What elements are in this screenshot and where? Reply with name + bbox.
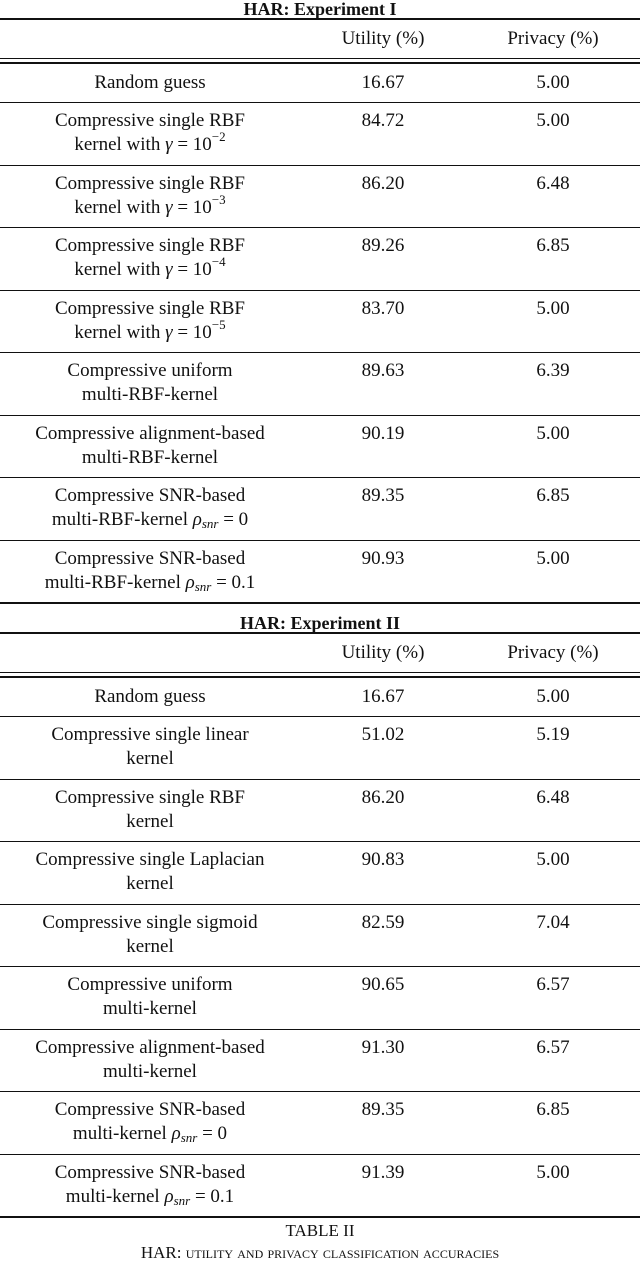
method-line [0, 422, 300, 446]
method-text: = 0.1 [190, 1185, 235, 1207]
math-script: snr [180, 1130, 198, 1145]
method-cell [0, 109, 300, 165]
method-cell [0, 484, 300, 540]
privacy-cell: 5.19 [536, 724, 570, 745]
privacy-cell: 5.00 [536, 1161, 570, 1183]
caption-prefix: HAR [140, 1243, 177, 1262]
method-line [0, 848, 300, 872]
method-text: ρ [185, 571, 195, 593]
method-text: Random guess [94, 72, 206, 93]
utility-cell: 86.20 [361, 172, 405, 194]
method-text: multi-kernel [103, 998, 197, 1019]
method-cell [0, 234, 300, 290]
header-utility: Utility (%) [341, 28, 425, 49]
method-line [0, 484, 300, 508]
privacy-cell: 6.85 [536, 485, 570, 506]
method-cell [0, 71, 300, 95]
method-line [0, 234, 300, 258]
method-cell [0, 1161, 300, 1217]
method-cell [0, 1098, 300, 1154]
table-row [0, 227, 640, 290]
method-line [0, 191, 300, 220]
privacy-cell: 6.85 [536, 235, 570, 256]
utility-cell: 89.26 [361, 235, 405, 256]
method-line [0, 685, 300, 709]
method-text: γ [165, 259, 173, 280]
math-script: snr [173, 1192, 191, 1208]
method-line [0, 547, 300, 571]
table-section [0, 0, 640, 602]
table-row [0, 904, 640, 967]
privacy-cell: 5.00 [536, 849, 570, 870]
privacy-cell: 6.39 [536, 360, 570, 381]
table-row [0, 415, 640, 478]
privacy-cell: 6.57 [536, 974, 570, 995]
method-text: multi-RBF-kernel [81, 446, 219, 468]
method-cell [0, 422, 300, 478]
math-script: −3 [211, 191, 226, 207]
method-line [0, 1161, 300, 1185]
utility-cell: 84.72 [361, 110, 405, 131]
method-cell [0, 685, 300, 709]
method-text: Compressive single RBF [54, 297, 245, 319]
method-cell [0, 1036, 300, 1092]
caption-rest: : utility and privacy classification accuracies [176, 1243, 500, 1262]
method-line [0, 935, 300, 959]
privacy-cell: 6.48 [536, 786, 570, 808]
method-cell [0, 911, 300, 967]
method-text: Compressive SNR-based [54, 1161, 246, 1183]
method-text: Compressive single sigmoid [42, 911, 258, 933]
utility-cell: 90.83 [361, 849, 405, 870]
utility-cell: 90.65 [361, 974, 405, 995]
table-row [0, 477, 640, 540]
method-text: Compressive single RBF [54, 235, 245, 256]
method-cell [0, 848, 300, 904]
method-text: kernel with [74, 196, 166, 218]
method-text: multi-kernel [103, 1060, 197, 1082]
method-line [0, 109, 300, 133]
method-text: = 0.1 [211, 571, 256, 593]
utility-cell: 91.30 [361, 1036, 405, 1058]
table-row [0, 1154, 640, 1217]
method-line [0, 446, 300, 470]
table-row [0, 540, 640, 603]
method-cell [0, 172, 300, 228]
method-text: = 0 [218, 509, 249, 530]
method-line [0, 383, 300, 407]
method-text: Compressive uniform [67, 360, 233, 381]
table-bottom-rule [0, 1216, 640, 1218]
method-cell [0, 547, 300, 603]
method-text: ρ [164, 1185, 174, 1207]
table-row [0, 841, 640, 904]
method-line [0, 872, 300, 896]
method-cell [0, 973, 300, 1029]
privacy-cell: 5.00 [536, 110, 570, 131]
method-text: γ [165, 134, 173, 155]
method-line [0, 571, 300, 595]
math-script: −4 [211, 254, 226, 269]
method-text: γ [165, 321, 173, 343]
method-line [0, 747, 300, 771]
method-text: Compressive single RBF [54, 110, 245, 131]
table-row [0, 678, 640, 716]
header-privacy: Privacy (%) [507, 28, 599, 49]
header-privacy: Privacy (%) [507, 642, 599, 663]
privacy-cell: 5.00 [536, 297, 570, 319]
table-section [0, 602, 640, 1216]
method-text: Compressive alignment-based [35, 422, 265, 444]
utility-cell: 86.20 [361, 786, 405, 808]
method-line [0, 1036, 300, 1060]
method-line [0, 997, 300, 1021]
method-cell [0, 359, 300, 415]
method-text: kernel [126, 810, 174, 832]
method-text: kernel [126, 748, 174, 769]
table-row [0, 102, 640, 165]
method-text: Compressive SNR-based [54, 1099, 246, 1120]
method-line [0, 1098, 300, 1122]
math-script: −2 [211, 129, 226, 144]
privacy-cell: 7.04 [536, 911, 570, 933]
method-line [0, 786, 300, 810]
method-line [0, 172, 300, 196]
method-line [0, 297, 300, 321]
method-line [0, 810, 300, 834]
method-line [0, 71, 300, 95]
privacy-cell: 6.57 [536, 1036, 570, 1058]
section-title: HAR: Experiment II [240, 613, 400, 633]
method-text: = 10 [172, 196, 212, 218]
method-text: = 10 [172, 134, 212, 155]
utility-cell: 89.63 [361, 360, 405, 381]
method-text: Compressive single RBF [54, 172, 245, 194]
header-utility: Utility (%) [341, 642, 425, 663]
utility-cell: 82.59 [361, 911, 405, 933]
utility-cell: 51.02 [361, 724, 405, 745]
method-line [0, 973, 300, 997]
utility-cell: 90.19 [361, 422, 405, 444]
method-text: kernel with [74, 321, 166, 343]
utility-cell: 89.35 [361, 1099, 405, 1120]
method-line [0, 129, 300, 157]
method-line [0, 359, 300, 383]
table-row [0, 716, 640, 779]
method-text: multi-kernel [72, 1123, 172, 1144]
method-line [0, 1060, 300, 1084]
method-text: = 10 [172, 259, 212, 280]
method-text: Compressive uniform [67, 974, 233, 995]
utility-cell: 16.67 [361, 686, 405, 707]
privacy-cell: 5.00 [536, 422, 570, 444]
privacy-cell: 5.00 [536, 686, 570, 707]
table-row [0, 966, 640, 1029]
method-text: = 10 [172, 321, 212, 343]
method-line [0, 911, 300, 935]
method-line [0, 508, 300, 532]
method-text: kernel with [74, 134, 166, 155]
method-line [0, 1185, 300, 1209]
method-text: = 0 [197, 1123, 228, 1144]
utility-cell: 16.67 [361, 72, 405, 93]
table-row [0, 779, 640, 842]
table-row [0, 64, 640, 102]
table-row [0, 352, 640, 415]
utility-cell: 90.93 [361, 547, 405, 569]
privacy-cell: 6.48 [536, 172, 570, 194]
method-line [0, 723, 300, 747]
header-row [0, 18, 640, 58]
table-caption [0, 1220, 640, 1264]
table-description [0, 1242, 640, 1264]
method-line [0, 254, 300, 282]
section-title: HAR: Experiment I [243, 0, 397, 19]
method-line [0, 1122, 300, 1146]
method-text: Compressive SNR-based [54, 547, 246, 569]
method-cell [0, 723, 300, 779]
utility-cell: 91.39 [361, 1161, 405, 1183]
math-script: snr [201, 516, 219, 531]
table-label: TABLE II [285, 1221, 355, 1240]
header-row [0, 632, 640, 672]
method-text: kernel with [74, 259, 166, 280]
table-row [0, 1091, 640, 1154]
utility-cell: 89.35 [361, 485, 405, 506]
method-text: kernel [126, 873, 174, 894]
method-text: kernel [126, 935, 174, 957]
math-script: snr [194, 578, 212, 594]
method-text: multi-RBF-kernel [81, 384, 219, 405]
method-text: ρ [171, 1123, 181, 1144]
method-text: ρ [192, 509, 202, 530]
privacy-cell: 5.00 [536, 72, 570, 93]
math-script: −5 [211, 316, 226, 332]
table-row [0, 165, 640, 228]
method-text: multi-RBF-kernel [44, 571, 186, 593]
method-cell [0, 297, 300, 353]
table-row [0, 290, 640, 353]
privacy-cell: 5.00 [536, 547, 570, 569]
utility-cell: 83.70 [361, 297, 405, 319]
method-line [0, 316, 300, 345]
method-text: multi-kernel [65, 1185, 165, 1207]
method-cell [0, 786, 300, 842]
method-text: Compressive single linear [51, 724, 249, 745]
method-text: γ [165, 196, 173, 218]
method-text: multi-RBF-kernel [51, 509, 193, 530]
table-row [0, 1029, 640, 1092]
method-text: Random guess [94, 686, 206, 707]
method-text: Compressive SNR-based [54, 485, 246, 506]
method-text: Compressive alignment-based [35, 1036, 265, 1058]
privacy-cell: 6.85 [536, 1099, 570, 1120]
method-text: Compressive single Laplacian [35, 849, 265, 870]
method-text: Compressive single RBF [54, 786, 245, 808]
